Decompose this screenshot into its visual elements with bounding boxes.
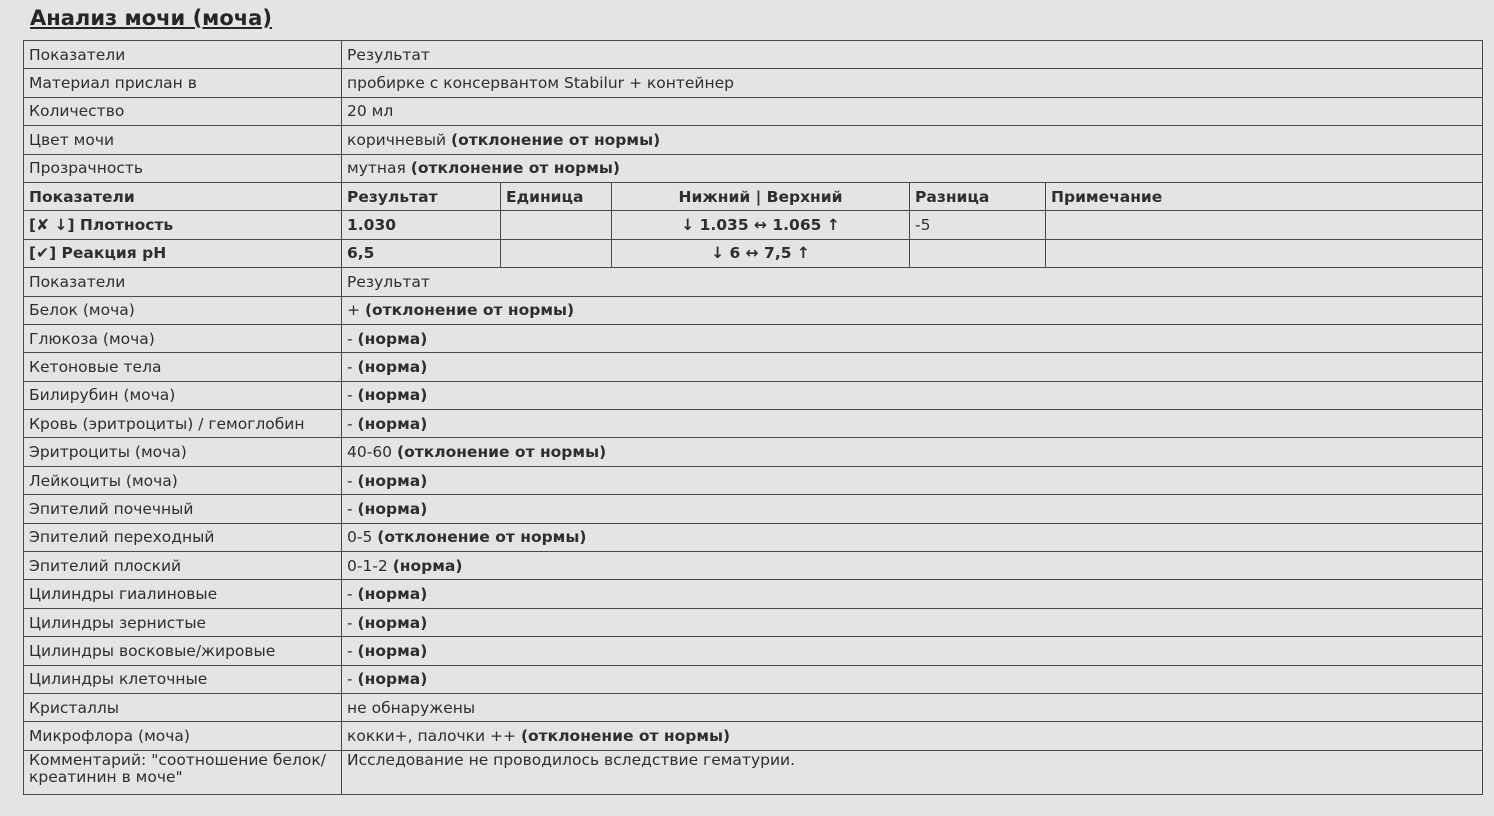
result-cell [342,608,1483,636]
remark-value [1046,211,1483,239]
result-cell [342,353,1483,381]
table-row [24,154,1483,182]
param-name: Глюкоза (моча) [24,324,342,352]
result-cell [342,154,1483,182]
result-value: 40-60 [347,443,393,462]
param-name: Цилиндры зернистые [24,608,342,636]
result-cell [342,126,1483,154]
result-cell [342,693,1483,721]
comment-label: Комментарий: "соотношение белок/креатинин в моче" [24,750,342,794]
result-note: (норма) [357,499,428,518]
table-row [24,665,1483,693]
result-note: (отклонение от нормы) [396,443,607,462]
results-table-body [24,41,1483,795]
result-value: - [347,499,353,518]
result-value: - [347,613,353,632]
table-row [24,438,1483,466]
result-cell [342,466,1483,494]
qual-header-result: Результат [342,268,1483,296]
table-row [24,693,1483,721]
table-row [24,69,1483,97]
result-cell [342,410,1483,438]
param-name: Лейкоциты (моча) [24,466,342,494]
result-note: (отклонение от нормы) [450,130,661,149]
result-cell [342,381,1483,409]
result-value: - [347,471,353,490]
result-note: (норма) [357,471,428,490]
result-cell [342,665,1483,693]
result-cell [342,438,1483,466]
param-name: Эпителий переходный [24,523,342,551]
reference-range: ↓ 6 ↔ 7,5 ↑ [612,239,910,267]
remark-value [1046,239,1483,267]
diff-value [910,239,1046,267]
report-title: Анализ мочи (моча) [30,6,272,30]
table-row [24,126,1483,154]
result-cell [342,97,1483,125]
param-name: Эпителий почечный [24,495,342,523]
param-name: Материал прислан в [24,69,342,97]
numeric-header-unit: Единица [501,182,612,210]
param-name: Количество [24,97,342,125]
result-value: 0-1-2 [347,556,388,575]
param-name: Кристаллы [24,693,342,721]
numeric-row [24,211,1483,239]
numeric-header-diff: Разница [910,182,1046,210]
result-value: 6,5 [342,239,501,267]
qual-header-row [24,268,1483,296]
param-name: Прозрачность [24,154,342,182]
param-name: Эритроциты (моча) [24,438,342,466]
result-value: - [347,641,353,660]
result-value: 20 мл [347,102,394,121]
comment-row [24,750,1483,794]
unit-value [501,211,612,239]
numeric-header-result: Результат [342,182,501,210]
result-cell [342,69,1483,97]
qual-header-param: Показатели [24,268,342,296]
numeric-header-remark: Примечание [1046,182,1483,210]
result-note: (отклонение от нормы) [520,727,731,746]
unit-value [501,239,612,267]
result-value: - [347,329,353,348]
param-name: Цилиндры клеточные [24,665,342,693]
comment-value: Исследование не проводилось вследствие гематурии. [342,750,1483,794]
result-value: мутная [347,159,406,178]
result-value: пробирке с консервантом Stabilur + контейнер [347,74,735,93]
result-note: (отклонение от нормы) [364,301,575,320]
result-note: (норма) [357,641,428,660]
result-value: - [347,670,353,689]
table-row [24,353,1483,381]
result-note: (отклонение от нормы) [377,528,587,547]
param-name: [✘ ↓] Плотность [24,211,342,239]
result-cell [342,722,1483,750]
result-value: не обнаружены [347,698,476,717]
reference-range: ↓ 1.035 ↔ 1.065 ↑ [612,211,910,239]
result-note: (норма) [357,670,428,689]
header-param: Показатели [24,41,342,69]
param-name: Микрофлора (моча) [24,722,342,750]
result-cell [342,324,1483,352]
param-name: Кровь (эритроциты) / гемоглобин [24,410,342,438]
param-name: Билирубин (моча) [24,381,342,409]
result-note: (норма) [357,357,428,376]
numeric-row [24,239,1483,267]
result-value: - [347,357,353,376]
numeric-header-row [24,182,1483,210]
result-value: - [347,386,353,405]
table-row [24,296,1483,324]
table-row [24,722,1483,750]
table-row [24,552,1483,580]
table-row [24,495,1483,523]
result-cell [342,580,1483,608]
table-row [24,410,1483,438]
table-row [24,637,1483,665]
numeric-header-range: Нижний | Верхний [612,182,910,210]
table-row [24,466,1483,494]
result-cell [342,523,1483,551]
header-result: Результат [342,41,1483,69]
result-cell [342,296,1483,324]
result-note: (норма) [357,386,428,405]
general-header-row [24,41,1483,69]
result-note: (норма) [357,613,428,632]
param-name: Цвет мочи [24,126,342,154]
result-value: 1.030 [342,211,501,239]
table-row [24,580,1483,608]
result-note: (норма) [357,585,428,604]
result-value: 0-5 [347,528,373,547]
result-cell [342,552,1483,580]
result-cell [342,637,1483,665]
param-name: Кетоновые тела [24,353,342,381]
param-name: [✔] Реакция pH [24,239,342,267]
diff-value: -5 [910,211,1046,239]
result-note: (норма) [357,414,428,433]
param-name: Белок (моча) [24,296,342,324]
result-note: (отклонение от нормы) [410,159,620,178]
param-name: Эпителий плоский [24,552,342,580]
result-note: (норма) [392,556,463,575]
param-name: Цилиндры восковые/жировые [24,637,342,665]
result-cell [342,495,1483,523]
table-row [24,381,1483,409]
result-value: коричневый [347,130,447,149]
results-table [23,40,1483,795]
table-row [24,523,1483,551]
param-name: Цилиндры гиалиновые [24,580,342,608]
result-value: + [347,301,360,320]
result-value: кокки+, палочки ++ [347,727,517,746]
table-row [24,97,1483,125]
result-value: - [347,414,353,433]
result-note: (норма) [357,329,428,348]
numeric-header-param: Показатели [24,182,342,210]
result-value: - [347,585,353,604]
table-row [24,324,1483,352]
table-row [24,608,1483,636]
